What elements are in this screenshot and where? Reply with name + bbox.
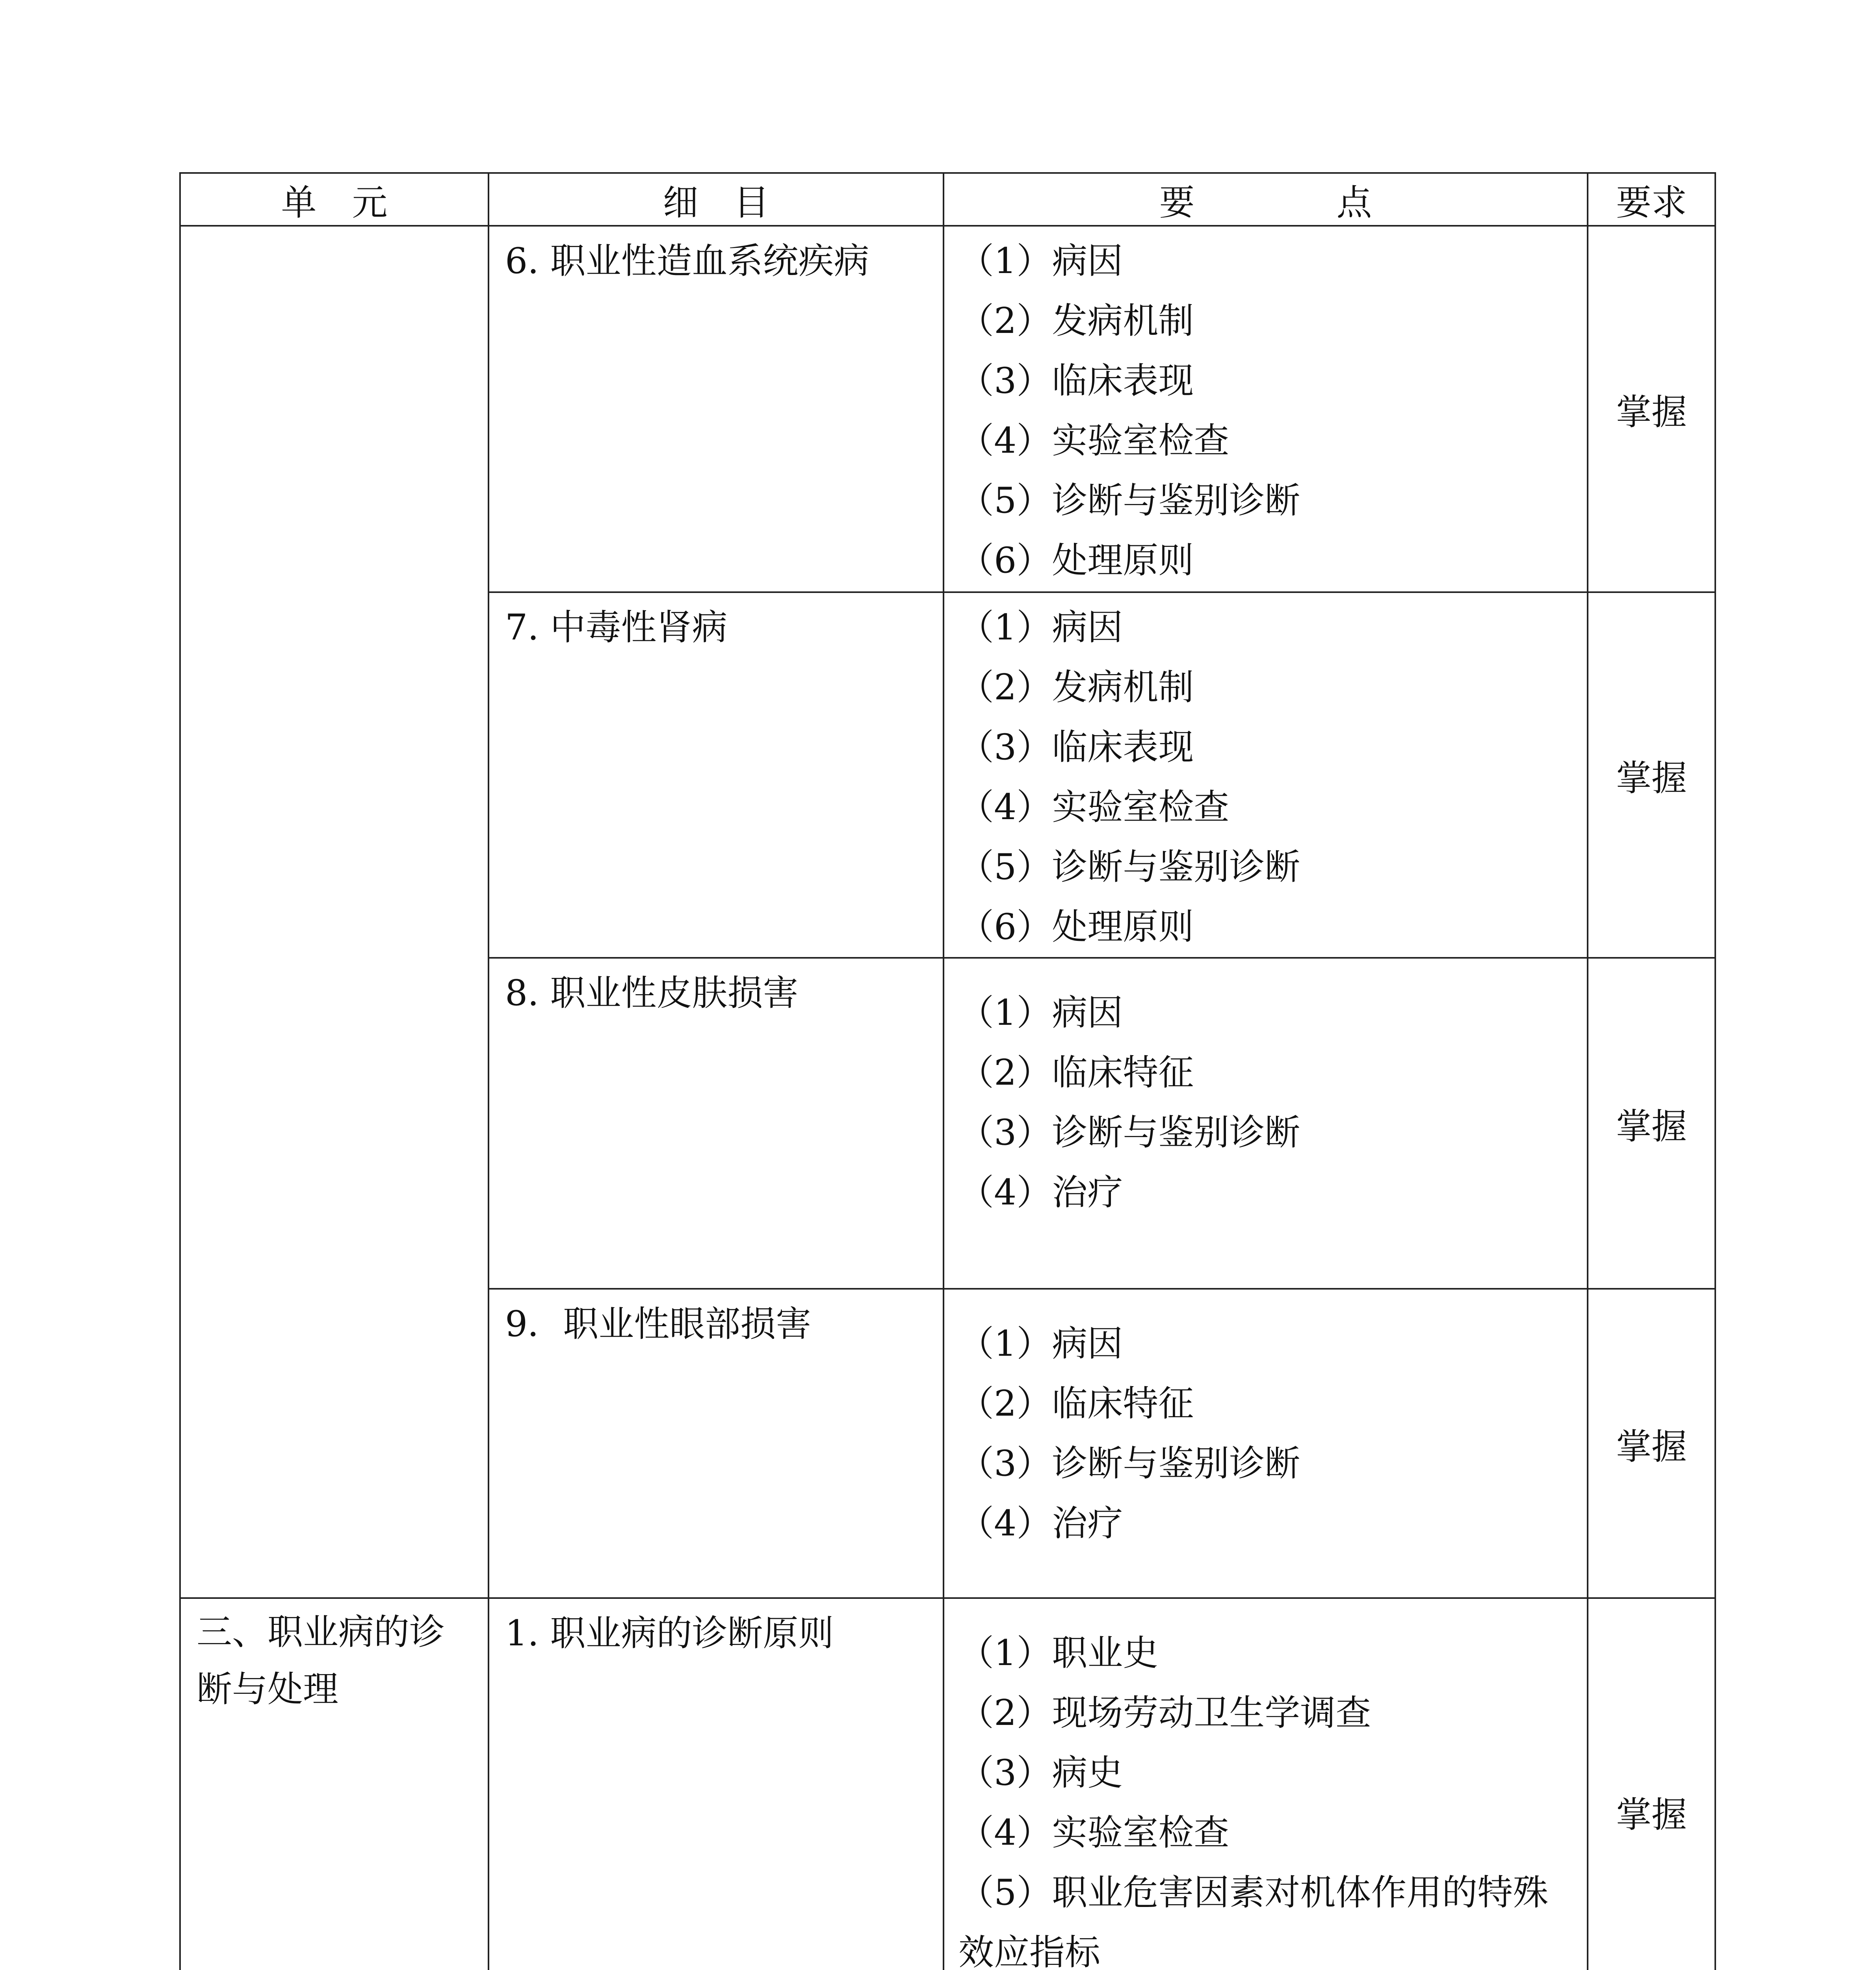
point-item: （1）病因 (958, 607, 1123, 648)
point-item: （1）职业史 (958, 1632, 1159, 1674)
point-item: （5）诊断与鉴别诊断 (958, 480, 1300, 521)
header-points: 要 点 (944, 173, 1588, 226)
detail-cell: 6. 职业性造血系统疾病 (489, 226, 944, 592)
table-header-row (180, 173, 1715, 226)
point-item: （4）实验室检查 (958, 786, 1230, 828)
header-unit: 单 元 (180, 173, 489, 226)
unit-cell (180, 226, 489, 1598)
requirement-cell: 掌握 (1588, 958, 1715, 1289)
requirement-cell: 掌握 (1588, 592, 1715, 958)
point-list (958, 963, 1573, 1223)
point-item: （4）实验室检查 (958, 420, 1230, 461)
point-list (958, 1294, 1573, 1554)
syllabus-table (179, 172, 1716, 1970)
requirement-cell: 掌握 (1588, 1289, 1715, 1598)
point-item: （4）实验室检查 (958, 1812, 1230, 1853)
points-cell (944, 958, 1588, 1289)
point-list (958, 231, 1573, 591)
unit-cell: 三、职业病的诊断与处理 (180, 1598, 489, 1970)
point-item: （3）诊断与鉴别诊断 (958, 1112, 1300, 1153)
points-cell (944, 1598, 1588, 1970)
header-requirement: 要求 (1588, 173, 1715, 226)
detail-cell: 7. 中毒性肾病 (489, 592, 944, 958)
requirement-cell: 掌握 (1588, 1598, 1715, 1970)
point-item: （3）病史 (958, 1752, 1123, 1793)
point-item: （5）诊断与鉴别诊断 (958, 846, 1300, 888)
point-item: （2）发病机制 (958, 300, 1194, 342)
requirement-cell: 掌握 (1588, 226, 1715, 592)
point-item: （4）治疗 (958, 1503, 1123, 1544)
points-cell (944, 1289, 1588, 1598)
point-item: （2）临床特征 (958, 1383, 1194, 1424)
point-item: （3）诊断与鉴别诊断 (958, 1443, 1300, 1484)
points-cell (944, 226, 1588, 592)
detail-cell: 9．职业性眼部损害 (489, 1289, 944, 1598)
point-item: （6）处理原则 (958, 540, 1194, 581)
point-item: （1）病因 (958, 240, 1123, 282)
table-row (180, 1598, 1715, 1970)
point-item: （2）发病机制 (958, 667, 1194, 708)
table-row (180, 226, 1715, 592)
header-detail: 细 目 (489, 173, 944, 226)
point-item: （3）临床表现 (958, 727, 1194, 768)
detail-cell: 8. 职业性皮肤损害 (489, 958, 944, 1289)
point-item: （1）病因 (958, 992, 1123, 1033)
point-list (958, 1604, 1573, 1970)
point-list (958, 598, 1573, 957)
point-item: （4）治疗 (958, 1172, 1123, 1213)
point-item: （6）处理原则 (958, 906, 1194, 948)
point-item: （5）职业危害因素对机体作用的特殊效应指标 (958, 1872, 1549, 1970)
point-item: （1）病因 (958, 1323, 1123, 1364)
detail-cell: 1. 职业病的诊断原则 (489, 1598, 944, 1970)
points-cell (944, 592, 1588, 958)
point-item: （2）临床特征 (958, 1052, 1194, 1093)
point-item: （3）临床表现 (958, 360, 1194, 401)
point-item: （2）现场劳动卫生学调查 (958, 1692, 1371, 1734)
